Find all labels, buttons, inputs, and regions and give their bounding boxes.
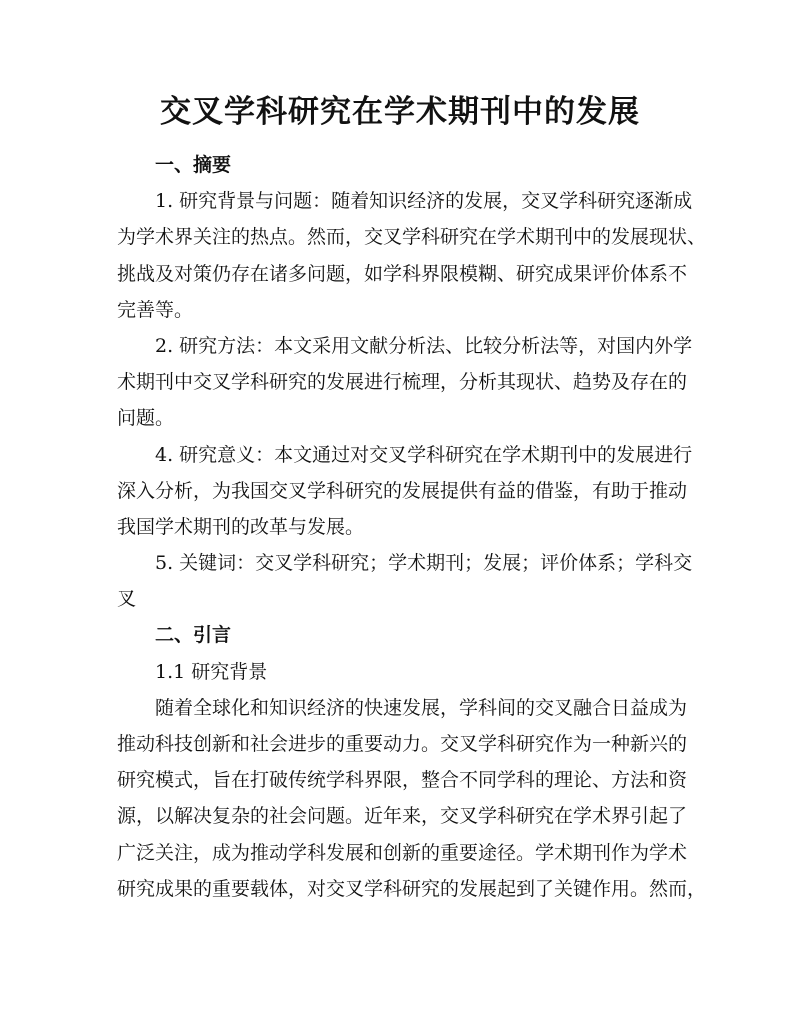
paragraph-line: 术期刊中交叉学科研究的发展进行梳理，分析其现状、趋势及存在的 [117,371,688,394]
document-title: 交叉学科研究在学术期刊中的发展 [160,94,640,130]
section-heading-abstract: 一、摘要 [155,154,232,176]
paragraph-line: 我国学术期刊的改革与发展。 [117,515,365,538]
subsection-heading: 1.1 研究背景 [155,660,268,683]
document-body [117,147,707,907]
paragraph-line: 推动科技创新和社会进步的重要动力。交叉学科研究作为一种新兴的 [117,733,688,755]
paragraph-line: 深入分析，为我国交叉学科研究的发展提供有益的借鉴，有助于推动 [117,479,688,502]
paragraph-line: 2. 研究方法：本文采用文献分析法、比较分析法等，对国内外学 [155,334,693,357]
paragraph-line: 广泛关注，成为推动学科发展和创新的重要途径。学术期刊作为学术 [117,841,688,864]
paragraph-line: 为学术界关注的热点。然而，交叉学科研究在学术期刊中的发展现状、 [117,226,707,249]
paragraph-line: 研究模式，旨在打破传统学科界限，整合不同学科的理论、方法和资 [117,769,688,792]
paragraph-line: 叉 [117,588,137,611]
paragraph-line: 挑战及对策仍存在诸多问题，如学科界限模糊、研究成果评价体系不 [117,262,688,285]
paragraph-line: 5. 关键词：交叉学科研究；学术期刊；发展；评价体系；学科交 [155,552,693,575]
section-heading-introduction: 二、引言 [155,624,232,647]
paragraph-line: 随着全球化和知识经济的快速发展，学科间的交叉融合日益成为 [155,696,688,719]
paragraph-line: 1. 研究背景与问题：随着知识经济的发展，交叉学科研究逐渐成 [155,190,693,213]
paragraph-line: 完善等。 [117,298,194,321]
paragraph-line: 问题。 [117,407,175,430]
paragraph-line: 研究成果的重要载体，对交叉学科研究的发展起到了关键作用。然而， [117,877,707,900]
paragraph-line: 4. 研究意义：本文通过对交叉学科研究在学术期刊中的发展进行 [155,443,693,466]
paragraph-line: 源，以解决复杂的社会问题。近年来，交叉学科研究在学术界引起了 [117,805,688,828]
